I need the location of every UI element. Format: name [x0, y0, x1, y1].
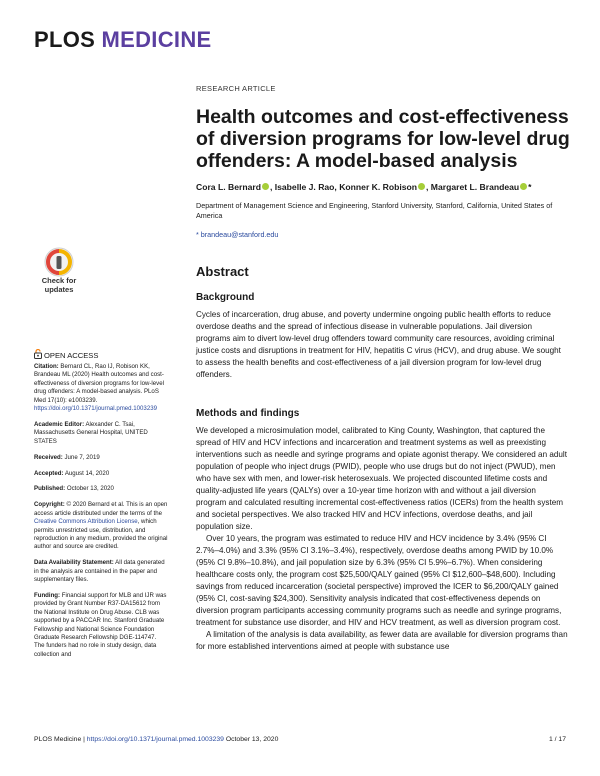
footer-date: October 13, 2020 [223, 736, 279, 743]
article-title: Health outcomes and cost-effectiveness of diversion programs for low-level drug offenders: A model-based analysis [196, 106, 570, 172]
corresponding-email[interactable]: * brandeau@stanford.edu [196, 230, 279, 239]
footer-doi-link[interactable]: https://doi.org/10.1371/journal.pmed.1003239 [86, 736, 224, 743]
methods-paragraph: A limitation of the analysis is data availability, as fewer data are available for diversion programs than for more established interventions aimed at people with substance use [196, 630, 568, 651]
page-footer [34, 736, 566, 743]
methods-section [196, 425, 568, 653]
academic-editor: Academic Editor: Alexander C. Tsai, Massachusetts General Hospital, UNITED STATES [34, 420, 148, 445]
open-access-label: OPEN ACCESS [34, 349, 98, 360]
orcid-icon[interactable] [262, 183, 269, 190]
methods-heading: Methods and findings [196, 408, 300, 419]
methods-paragraph: We developed a microsimulation model, calibrated to King County, Washington, that captured the spread of HIV and HCV infections and incarceration and treatment systems as well as preexisting interventions such as needle and syringe programs and opiate agonist therapy. We considered an adult population of people who inject drugs (PWID), people who use drugs but do not inject (PWUD), men who have sex with men, and lower-risk heterosexuals. We projected discounted lifetime costs and quality-adjusted life years (QALYs) over a 10-year time horizon with and without a jail diversion program and calculated resulting incremental cost-effectiveness ratios (ICERs) from the health system and societal perspectives. We also tracked HIV and HCV infections, overdose deaths, and jail population size. [196, 426, 567, 531]
background-heading: Background [196, 292, 255, 303]
author-name: , Isabelle J. Rao, Konner K. Robison [269, 182, 418, 192]
received-date: Received: June 7, 2019 [34, 453, 100, 461]
accepted-date: Accepted: August 14, 2020 [34, 469, 110, 477]
check-for-updates-icon [43, 247, 75, 277]
article-type: RESEARCH ARTICLE [196, 84, 276, 93]
article-metadata-sidebar [34, 363, 168, 667]
methods-paragraph: Over 10 years, the program was estimated to reduce HIV and HCV incidence by 3.4% (95% CI 2.7%–4.0%) and 3.3% (95% CI 3.1%–3.4%), respectively, overdose deaths among PWID by 10.0% (95% CI 9.8%–10.8%), and jail population size by 6.3% (95% CI 5.9%–6.7%). When considering healthcare costs only, the program cost $25,500/QALY gained (95% CI $12,600–$48,600). Including savings from reduced incarceration (societal perspective) improved the ICER to $6,200/QALY gained (95% CI, cost-saving $24,300). Sensitivity analysis indicated that cost-effectiveness depends on diversion program participants accessing community programs such as needle and syringe programs, treatment for substance use disorder, and HIV and HCV treatment, as well as diversion program cost. [196, 534, 562, 627]
orcid-icon[interactable] [520, 183, 527, 190]
citation: Citation: Bernard CL, Rao IJ, Robison KK, Brandeau ML (2020) Health outcomes and cost-effectiveness of diversion programs for low-level drug offenders: A model-based analysis. PLoS Med 17(10): e1003239. https://doi.org/10.1371/journal.pmed.1003239 [34, 363, 164, 413]
orcid-icon[interactable] [418, 183, 425, 190]
citation-doi-link[interactable]: https://doi.org/10.1371/journal.pmed.1003239 [34, 405, 157, 413]
author-list [196, 182, 532, 192]
corresponding-mark: * [528, 182, 532, 192]
page-number: 1 / 17 [548, 736, 566, 743]
author-name: Cora L. Bernard [196, 182, 261, 192]
license-link[interactable]: Creative Commons Attribution License [34, 518, 138, 526]
footer-journal: PLOS Medicine | [34, 736, 87, 743]
check-for-updates-badge[interactable] [34, 247, 84, 300]
abstract-heading: Abstract [196, 264, 249, 279]
author-name: , Margaret L. Brandeau [426, 182, 520, 192]
copyright: Copyright: © 2020 Bernard et al. This is an open access article distributed under the terms of the Creative Commons Attribution License, which permits unrestricted use, distribution, and reproduction in any medium, provided the original author and source are credited. [34, 501, 168, 551]
open-lock-icon [34, 349, 42, 359]
published-date: Published: October 13, 2020 [34, 485, 114, 493]
badge-label: Check for updates [41, 276, 77, 294]
affiliation: Department of Management Science and Engineering, Stanford University, Stanford, California, United States of America [196, 201, 553, 220]
data-availability: Data Availability Statement: All data generated in the analysis are contained in the paper and supplementary files. [34, 559, 165, 584]
background-paragraph: Cycles of incarceration, drug abuse, and poverty undermine ongoing public health efforts to reduce overdose deaths and the spread of infectious disease in vulnerable populations. Jail diversion programs aim to divert low-level drug offenders toward community care resources, avoiding criminal justice costs and disruptions in treatment for HIV, hepatitis C virus (HCV), and drug abuse. We sought to assess the health benefits and cost-effectiveness of a jail diversion program for low-level drug offenders. [196, 310, 561, 379]
journal-logo: PLOS MEDICINE [34, 27, 212, 52]
funding: Funding: Financial support for MLB and IJR was provided by Grant Number R37-DA15612 from the National Institute on Drug Abuse. CLB was supported by a PACCAR Inc. Stanford Graduate Fellowship and National Science Foundation Graduate Research Fellowship DGE-114747. The funders had no role in study design, data collection and [34, 592, 167, 658]
